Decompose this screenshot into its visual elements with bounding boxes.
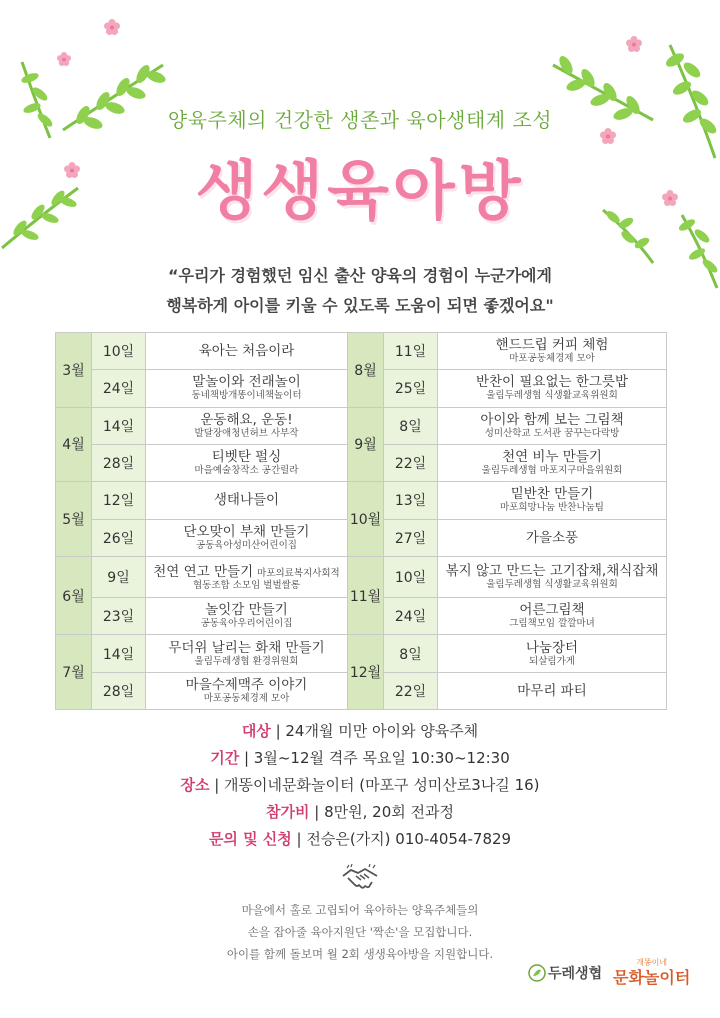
day-cell: 22일 xyxy=(384,672,438,709)
month-cell: 9월 xyxy=(348,407,384,482)
day-cell: 28일 xyxy=(92,672,146,709)
day-cell: 14일 xyxy=(92,407,146,444)
program-title: 밑반찬 만들기 xyxy=(510,486,594,503)
info-value: 전승은(가지) 010-4054-7829 xyxy=(306,830,512,848)
day-cell: 24일 xyxy=(384,598,438,635)
separator: | xyxy=(270,722,286,740)
program-title: 무더위 날리는 화채 만들기 xyxy=(168,639,325,656)
program-title: 티벳탄 펄싱 xyxy=(211,449,282,466)
program-cell xyxy=(146,333,348,370)
info-value: 3월~12월 격주 목요일 10:30~12:30 xyxy=(253,749,510,767)
program-title: 말놀이와 전래놀이 xyxy=(192,374,301,391)
quote-line-2: 행복하게 아이를 키울 수 있도록 도움이 되면 좋겠어요" xyxy=(166,296,554,315)
info-place xyxy=(0,774,720,795)
program-organizer: 마포공동체경제 모아 xyxy=(203,692,290,704)
program-cell xyxy=(438,598,667,635)
schedule-table xyxy=(55,332,667,710)
table-row xyxy=(56,482,667,519)
program-organizer: 동네책방개똥이네책놀이터 xyxy=(191,390,302,402)
program-organizer: 되살림가게 xyxy=(529,655,575,667)
program-title: 마무리 파티 xyxy=(517,682,587,699)
program-cell xyxy=(438,635,667,672)
handshake-icon xyxy=(341,864,379,892)
program-title: 육아는 처음이라 xyxy=(198,343,295,360)
program-title: 핸드드립 커피 체험 xyxy=(495,337,609,354)
program-title: 단오맞이 부채 만들기 xyxy=(183,523,310,540)
day-cell: 14일 xyxy=(92,635,146,672)
program-organizer: 울림두레생협 마포지구마을위원회 xyxy=(481,465,623,477)
info-contact xyxy=(0,828,720,849)
program-cell xyxy=(438,370,667,407)
program-title: 반찬이 필요없는 한그릇밥 xyxy=(475,374,629,391)
program-organizer: 그림책모임 깔깔마녀 xyxy=(509,618,595,630)
separator: | xyxy=(239,749,254,767)
day-cell: 23일 xyxy=(92,598,146,635)
program-title: 볶지 않고 만드는 고기잡채,채식잡채 xyxy=(445,562,659,579)
program-cell xyxy=(438,556,667,597)
day-cell: 8일 xyxy=(384,407,438,444)
program-title: 생태나들이 xyxy=(213,492,280,509)
flower-icon xyxy=(57,52,71,66)
program-organizer: 울림두레생협 환경위원회 xyxy=(194,655,299,667)
month-cell: 5월 xyxy=(56,482,92,557)
program-title: 천연 연고 만들기 xyxy=(153,564,254,581)
day-cell: 27일 xyxy=(384,519,438,556)
table-row xyxy=(56,333,667,370)
separator: | xyxy=(309,803,325,821)
footer-note-1: 마을에서 홀로 고립되어 육아하는 양육주체들의 xyxy=(241,903,479,917)
info-value: 개똥이네문화놀이터 (마포구 성미산로3나길 16) xyxy=(224,776,540,794)
program-organizer: 마포희망나눔 반찬나눔팀 xyxy=(500,502,604,514)
program-cell xyxy=(146,407,348,444)
flower-icon xyxy=(104,19,120,35)
program-cell xyxy=(438,407,667,444)
program-organizer: 울림두레생협 식생활교육위원회 xyxy=(486,390,618,402)
day-cell: 10일 xyxy=(92,333,146,370)
table-row xyxy=(56,407,667,444)
logo-small-text: 개똥이네 xyxy=(636,958,668,967)
month-cell: 10월 xyxy=(348,482,384,557)
footer-note-3: 아이를 함께 돌보며 월 2회 생생육아방을 지원합니다. xyxy=(226,947,494,961)
page-title: 생생육아방 xyxy=(195,155,525,229)
day-cell: 12일 xyxy=(92,482,146,519)
info-label: 문의 및 신청 xyxy=(208,830,292,848)
month-cell: 12월 xyxy=(348,635,384,710)
info-value: 8만원, 20회 전과정 xyxy=(324,803,454,821)
month-cell: 8월 xyxy=(348,333,384,408)
program-cell xyxy=(146,482,348,519)
program-cell xyxy=(438,333,667,370)
subtitle: 양육주체의 건강한 생존과 육아생태계 조성 xyxy=(167,108,553,132)
program-title: 천연 비누 만들기 xyxy=(502,449,602,466)
program-title: 어른그림책 xyxy=(519,602,585,619)
program-cell xyxy=(438,444,667,481)
table-row xyxy=(56,635,667,672)
leaf-logo-icon xyxy=(528,964,546,982)
program-cell xyxy=(146,672,348,709)
info-label: 대상 xyxy=(241,722,271,740)
program-organizer: 발달장애청년허브 사부작 xyxy=(194,427,299,439)
flower-icon xyxy=(626,36,642,52)
program-organizer: 마을예술창작소 공간릴라 xyxy=(194,465,299,477)
program-organizer: 공동육아성미산어린이집 xyxy=(196,539,297,551)
program-title: 가을소풍 xyxy=(525,529,579,546)
footer-note-2: 손을 잡아줄 육아지원단 '짝손'을 모집합니다. xyxy=(247,925,473,939)
program-organizer: 공동육아우리어린이집 xyxy=(200,618,293,630)
program-title: 마을수제맥주 이야기 xyxy=(185,676,308,693)
info-label: 참가비 xyxy=(266,803,310,821)
program-cell xyxy=(438,672,667,709)
table-row xyxy=(56,556,667,597)
separator: | xyxy=(209,776,225,794)
day-cell: 22일 xyxy=(384,444,438,481)
day-cell: 28일 xyxy=(92,444,146,481)
day-cell: 11일 xyxy=(384,333,438,370)
day-cell: 10일 xyxy=(384,556,438,597)
logo-large-text: 문화놀이터 xyxy=(613,968,691,987)
program-cell xyxy=(146,635,348,672)
day-cell: 9일 xyxy=(92,556,146,597)
info-target xyxy=(0,720,720,741)
program-org-inline: 마포의료복지사회적 xyxy=(257,568,340,580)
day-cell: 24일 xyxy=(92,370,146,407)
info-value: 24개월 미만 아이와 양육주체 xyxy=(285,722,479,740)
program-title: 아이와 함께 보는 그림책 xyxy=(480,411,624,428)
dure-coop-logo xyxy=(528,963,602,983)
day-cell: 26일 xyxy=(92,519,146,556)
month-cell: 7월 xyxy=(56,635,92,710)
info-period xyxy=(0,747,720,768)
program-cell xyxy=(146,370,348,407)
month-cell: 6월 xyxy=(56,556,92,634)
month-cell: 3월 xyxy=(56,333,92,408)
logo-text: 두레생협 xyxy=(548,966,603,982)
day-cell: 25일 xyxy=(384,370,438,407)
month-cell: 11월 xyxy=(348,556,384,634)
program-organizer: 성미산학교 도서관 꿈꾸는다락방 xyxy=(484,427,620,439)
program-title: 운동해요, 운동! xyxy=(200,411,293,428)
info-label: 장소 xyxy=(180,776,210,794)
month-cell: 4월 xyxy=(56,407,92,482)
program-organizer: 마포공동체경제 모아 xyxy=(509,353,595,365)
program-title: 나눔장터 xyxy=(525,639,579,656)
day-cell: 13일 xyxy=(384,482,438,519)
info-label: 기간 xyxy=(210,749,240,767)
program-cell xyxy=(146,556,348,597)
program-organizer: 협동조합 소모임 벌벌쌀롱 xyxy=(193,580,300,592)
quote-line-1: “우리가 경험했던 임신 출산 양육의 경험이 누군가에게 xyxy=(168,266,552,285)
program-organizer: 울림두레생협 식생활교육위원회 xyxy=(486,578,618,590)
program-cell xyxy=(146,444,348,481)
day-cell: 8일 xyxy=(384,635,438,672)
culture-playground-logo xyxy=(613,958,690,988)
program-cell xyxy=(146,598,348,635)
program-cell xyxy=(438,482,667,519)
info-fee xyxy=(0,801,720,822)
program-cell xyxy=(438,519,667,556)
separator: | xyxy=(291,830,307,848)
program-title: 놀잇감 만들기 xyxy=(205,602,288,619)
program-cell xyxy=(146,519,348,556)
